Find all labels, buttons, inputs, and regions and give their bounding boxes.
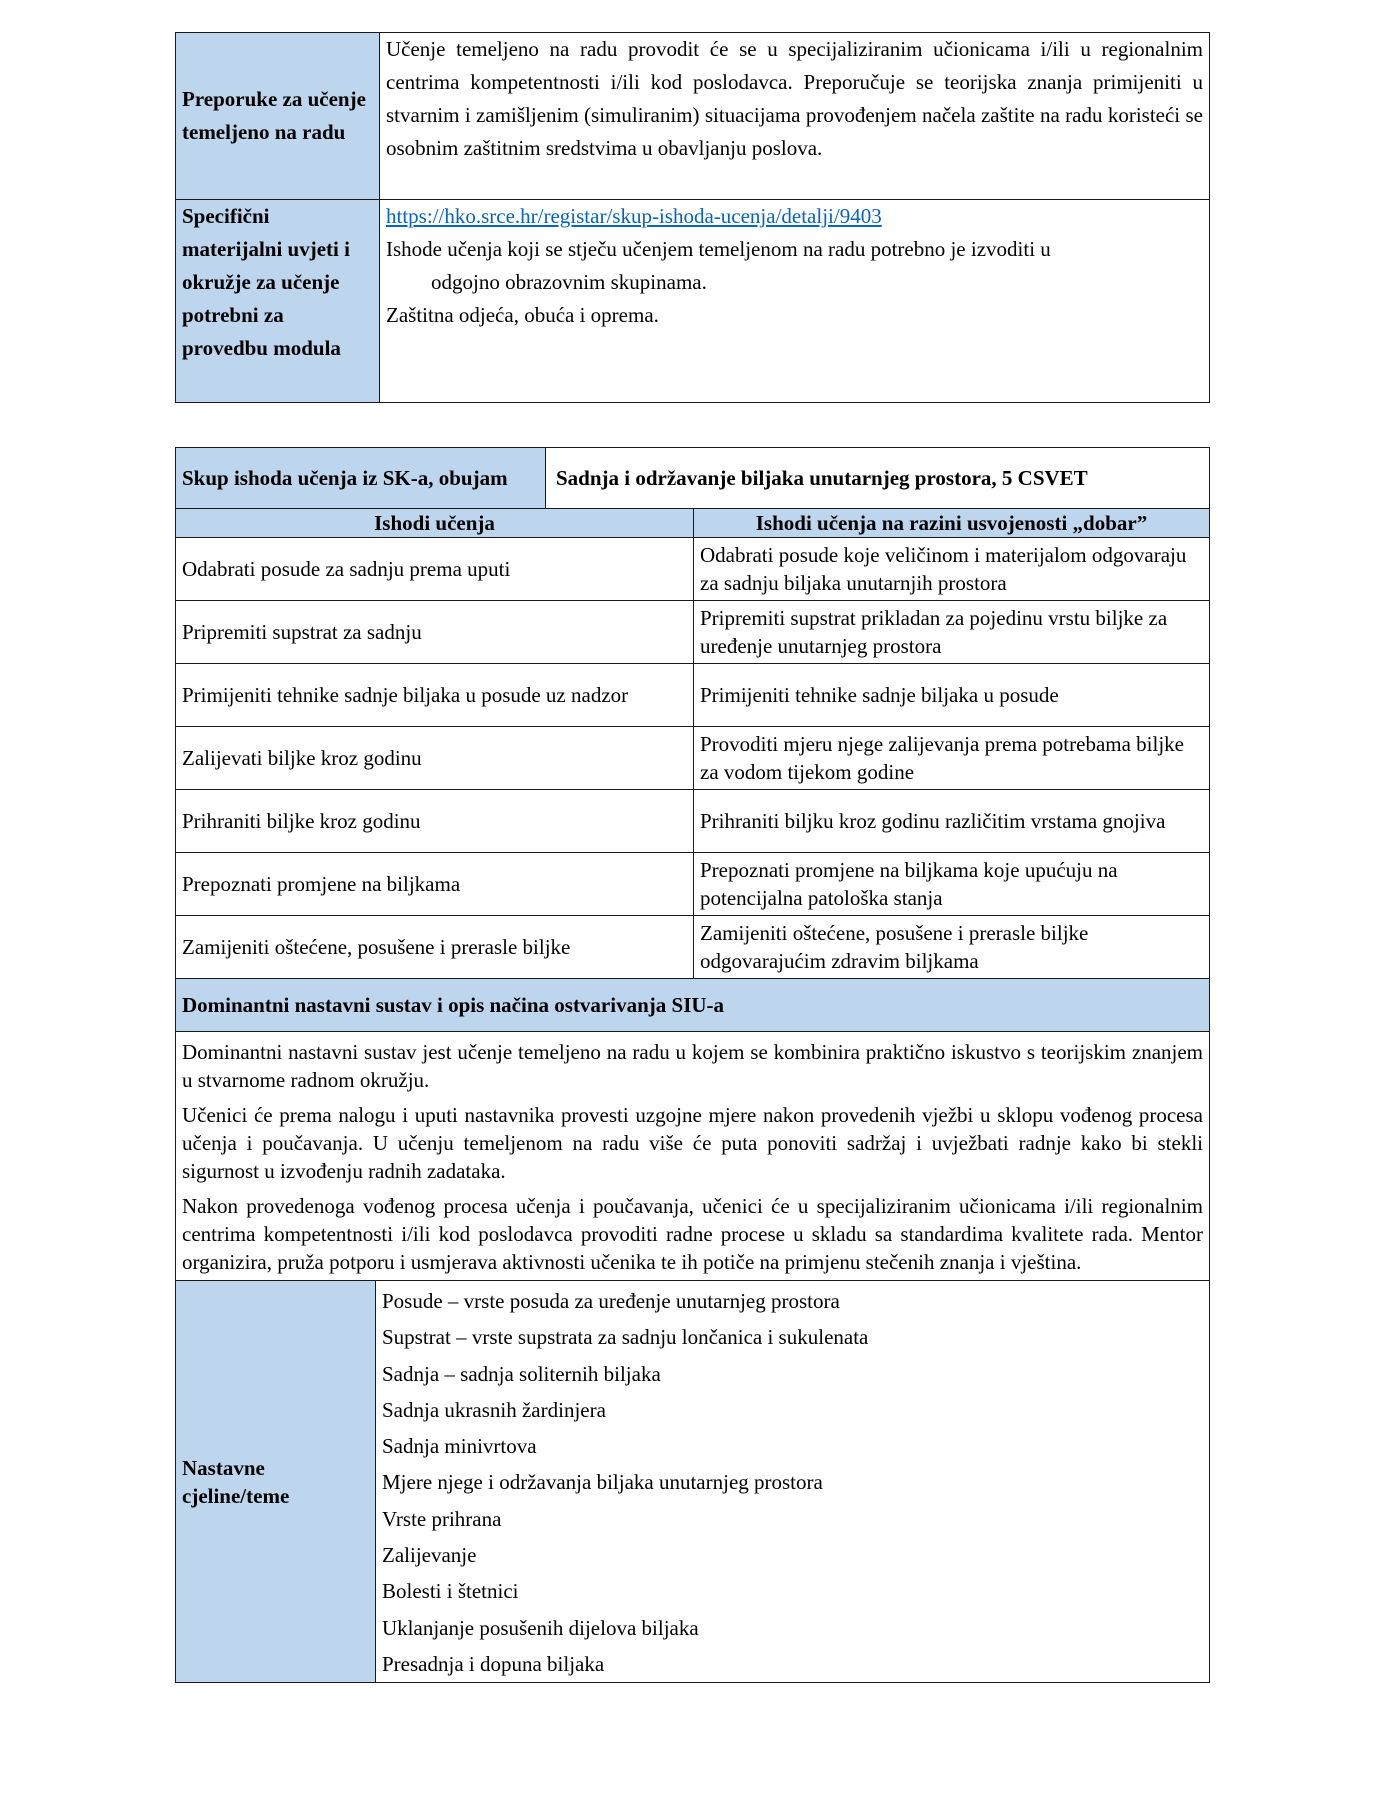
topic-item: Mjere njege i održavanja biljaka unutarnjeg prostora [382,1470,823,1495]
table-row [176,538,1210,601]
table-row [176,601,1210,664]
table-row [176,200,1210,403]
outcome-good-cell: Provoditi mjeru njege zalijevanja prema potrebama biljke za vodom tijekom godine [694,727,1210,790]
topic-item: Sadnja ukrasnih žardinjera [382,1397,606,1422]
outcome-cell: Zamijeniti oštećene, posušene i prerasle biljke [176,916,694,979]
table-row [176,448,1210,509]
skup-ishoda-label: Skup ishoda učenja iz SK-a, obujam [176,448,546,509]
topic-item: Uklanjanje posušenih dijelova biljaka [382,1615,699,1640]
topic-item: Bolesti i štetnici [382,1579,519,1604]
topic-item: Presadnja i dopuna biljaka [382,1651,605,1676]
column-header-outcomes: Ishodi učenja [176,509,694,538]
outcome-good-cell: Prihraniti biljku kroz godinu različitim vrstama gnojiva [694,790,1210,853]
table-row [176,1032,1210,1281]
table-row [176,790,1210,853]
outcome-cell: Zalijevati biljke kroz godinu [176,727,694,790]
topic-item: Vrste prihrana [382,1506,502,1531]
topic-item: Sadnja – sadnja soliternih biljaka [382,1361,661,1386]
work-based-learning-text: Učenje temeljeno na radu provodit će se u specijaliziranim učionicama i/ili u regionalnim centrima kompetentnosti i/ili kod poslodavca. Preporučuje se teorijska znanja primijeniti u stvarnim i zamišljenim (simuliranim) situacijama provođenjem načela zaštite na radu koristeći se osobnim zaštitnim sredstvima u obavljanju poslova. [380,33,1210,200]
table-row [176,1281,1210,1683]
module-conditions-table [175,32,1210,403]
conditions-line-3: Zaštitna odjeća, obuća i oprema. [386,303,659,327]
section-title-teaching-system: Dominantni nastavni sustav i opis načina ostvarivanja SIU-a [176,979,1210,1032]
topic-item: Zalijevanje [382,1543,477,1568]
material-conditions-cell [380,200,1210,403]
section-header-row [176,979,1210,1032]
description-paragraph: Dominantni nastavni sustav jest učenje temeljeno na radu u kojem se kombinira praktično iskustvo s teorijskim znanjem u stvarnome radnom okružju. [182,1040,1203,1092]
outcome-good-cell: Prepoznati promjene na biljkama koje upućuju na potencijalna patološka stanja [694,853,1210,916]
topic-item: Supstrat – vrste supstrata za sadnju lončanica i sukulenata [382,1325,869,1350]
outcome-good-cell: Pripremiti supstrat prikladan za pojedinu vrstu biljke za uređenje unutarnjeg prostora [694,601,1210,664]
topics-label: Nastavne cjeline/teme [176,1281,376,1683]
table-row [176,727,1210,790]
outcome-cell: Prihraniti biljke kroz godinu [176,790,694,853]
topic-item: Posude – vrste posuda za uređenje unutarnjeg prostora [382,1289,840,1313]
outcome-cell: Prepoznati promjene na biljkama [176,853,694,916]
outcome-cell: Pripremiti supstrat za sadnju [176,601,694,664]
row-label-material-conditions: Specifični materijalni uvjeti i okružje za učenje potrebni za provedbu modula [176,200,380,403]
outcome-good-cell: Zamijeniti oštećene, posušene i prerasle biljke odgovarajućim zdravim biljkama [694,916,1210,979]
description-paragraph: Učenici će prema nalogu i uputi nastavnika provesti uzgojne mjere nakon provedenih vježbi u sklopu vođenog procesa učenja i poučavanja. U učenju temeljenom na radu više će puta ponoviti sadržaj i uvježbati radnje kako bi stekli sigurnost u izvođenju radnih zadataka. [182,1103,1203,1183]
conditions-line-1: Ishode učenja koji se stječu učenjem temeljenom na radu potrebno je izvoditi u [386,237,1051,261]
topic-item: Sadnja minivrtova [382,1434,537,1459]
table-row [176,33,1210,200]
row-label-work-based-learning: Preporuke za učenje temeljeno na radu [176,33,380,200]
teaching-system-description [176,1032,1210,1281]
description-paragraph: Nakon provedenoga vođenog procesa učenja i poučavanja, učenici će u specijaliziranim učionicama i/ili regionalnim centrima kompetentnosti i/ili kod poslodavca provoditi radne procese u skladu sa standardima kvalitete rada. Mentor organizira, pruža potporu i usmjerava aktivnosti učenika te ih potiče na primjenu stečenih znanja i vještina. [182,1194,1203,1274]
outcome-cell: Odabrati posude za sadnju prema uputi [176,538,694,601]
outcome-good-cell: Primijeniti tehnike sadnje biljaka u posude [694,664,1210,727]
column-header-row [176,509,1210,538]
topics-list [376,1281,1210,1683]
conditions-line-2: odgojno obrazovnim skupinama. [431,270,707,294]
table-row [176,853,1210,916]
skup-ishoda-value: Sadnja i održavanje biljaka unutarnjeg prostora, 5 CSVET [546,448,1210,509]
learning-outcomes-table [175,447,1210,1683]
outcome-cell: Primijeniti tehnike sadnje biljaka u posude uz nadzor [176,664,694,727]
table-row [176,664,1210,727]
outcome-good-cell: Odabrati posude koje veličinom i materijalom odgovaraju za sadnju biljaka unutarnjih prostora [694,538,1210,601]
column-header-outcomes-good: Ishodi učenja na razini usvojenosti „dobar” [694,509,1210,538]
table-row [176,916,1210,979]
hko-register-link[interactable]: https://hko.srce.hr/registar/skup-ishoda-ucenja/detalji/9403 [386,204,882,228]
